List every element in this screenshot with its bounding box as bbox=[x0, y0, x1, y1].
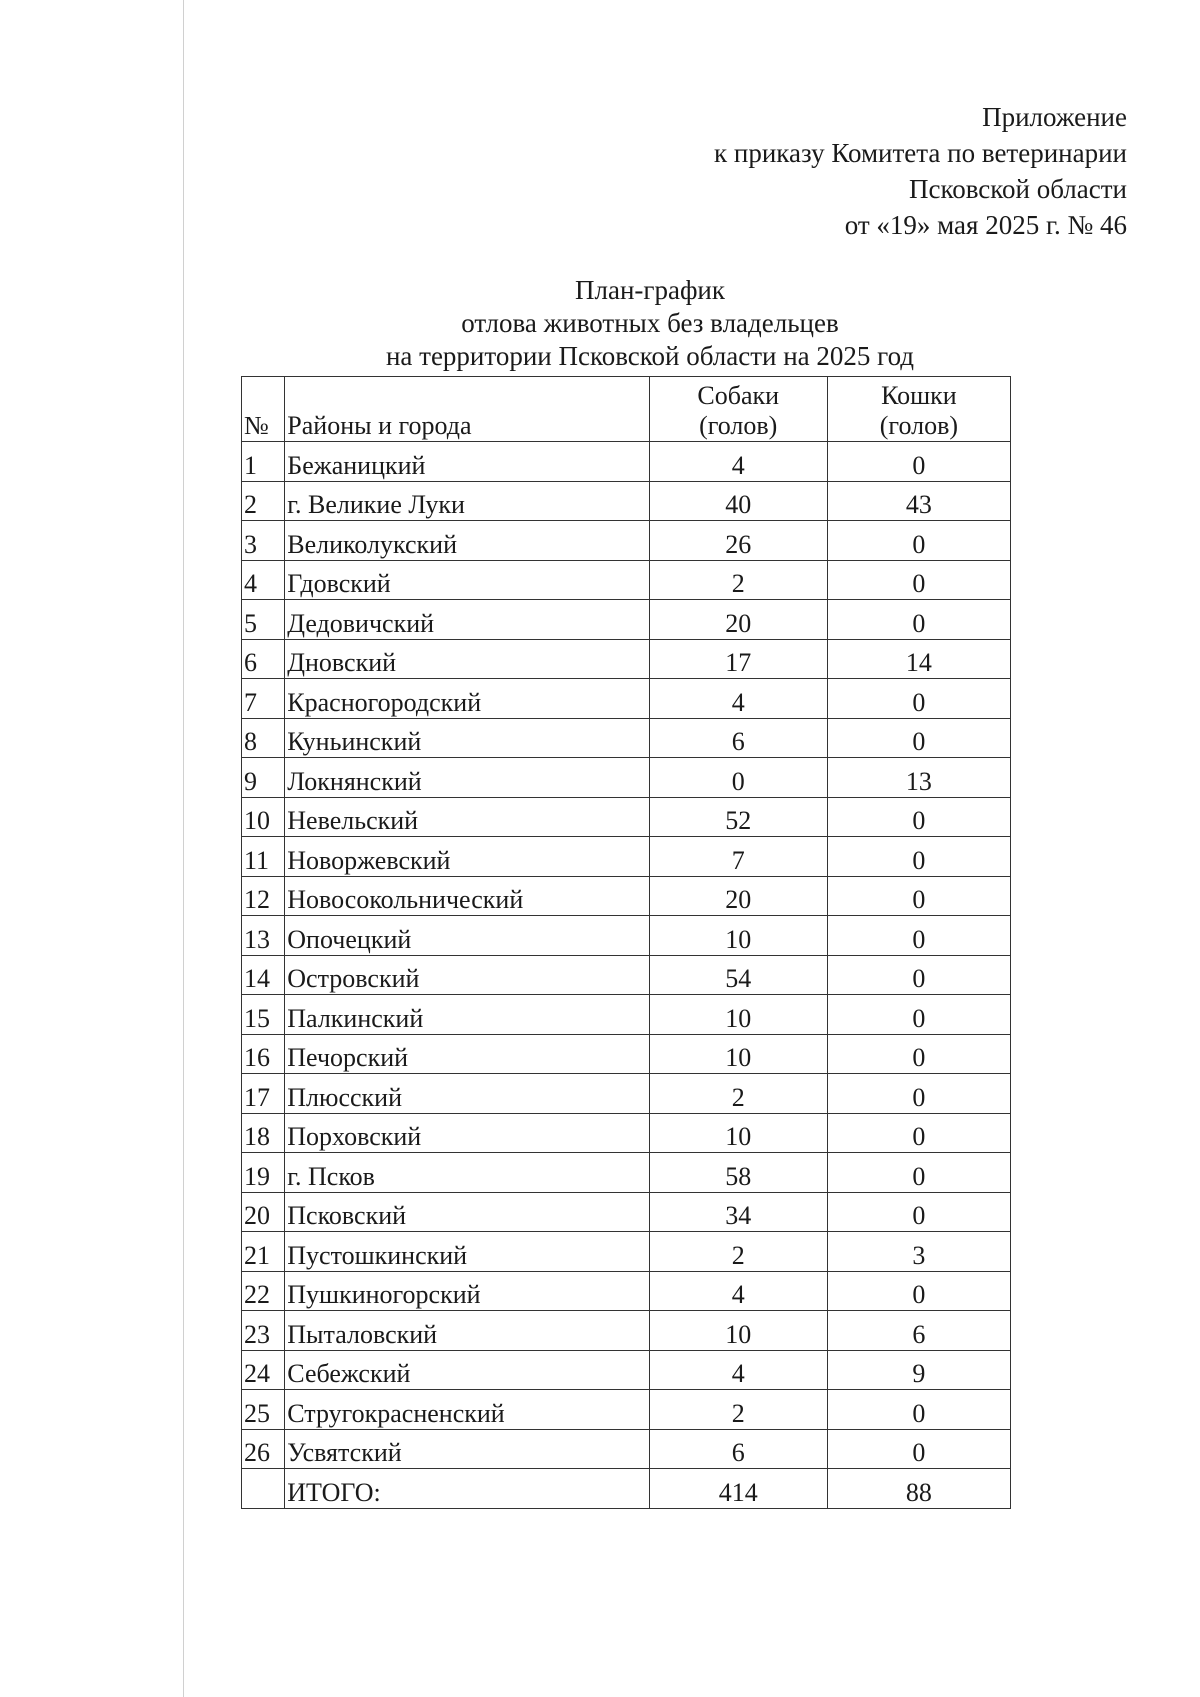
row-cats: 0 bbox=[827, 1429, 1010, 1469]
table-row bbox=[242, 481, 1011, 521]
row-num: 16 bbox=[242, 1034, 285, 1074]
table-row bbox=[242, 1074, 1011, 1114]
row-num: 10 bbox=[242, 797, 285, 837]
row-cats: 14 bbox=[827, 639, 1010, 679]
row-cats: 0 bbox=[827, 995, 1010, 1035]
row-cats: 0 bbox=[827, 1113, 1010, 1153]
row-num: 18 bbox=[242, 1113, 285, 1153]
row-name: Бежаницкий bbox=[285, 442, 649, 482]
table-row bbox=[242, 1232, 1011, 1272]
row-cats: 3 bbox=[827, 1232, 1010, 1272]
table-row bbox=[242, 1034, 1011, 1074]
row-name: Усвятский bbox=[285, 1429, 649, 1469]
plan-table bbox=[241, 376, 1011, 1509]
table-row bbox=[242, 995, 1011, 1035]
row-cats: 0 bbox=[827, 797, 1010, 837]
row-name: Псковский bbox=[285, 1192, 649, 1232]
row-dogs: 2 bbox=[649, 560, 827, 600]
row-num: 11 bbox=[242, 837, 285, 877]
row-cats: 6 bbox=[827, 1311, 1010, 1351]
row-cats: 0 bbox=[827, 916, 1010, 956]
table-row bbox=[242, 1113, 1011, 1153]
row-dogs: 20 bbox=[649, 600, 827, 640]
row-dogs: 4 bbox=[649, 442, 827, 482]
row-dogs: 10 bbox=[649, 1311, 827, 1351]
row-num: 19 bbox=[242, 1153, 285, 1193]
row-cats: 0 bbox=[827, 521, 1010, 561]
table-row bbox=[242, 521, 1011, 561]
row-cats: 0 bbox=[827, 1074, 1010, 1114]
row-cats: 0 bbox=[827, 560, 1010, 600]
row-dogs: 10 bbox=[649, 916, 827, 956]
title-line-1: План-график bbox=[574, 275, 726, 305]
row-dogs: 4 bbox=[649, 679, 827, 719]
row-dogs: 2 bbox=[649, 1390, 827, 1430]
row-num: 13 bbox=[242, 916, 285, 956]
row-name: Великолукский bbox=[285, 521, 649, 561]
table-body bbox=[242, 442, 1011, 1509]
row-num: 6 bbox=[242, 639, 285, 679]
appendix-line-2: к приказу Комитета по ветеринарии bbox=[714, 138, 1127, 168]
row-cats: 0 bbox=[827, 1153, 1010, 1193]
row-dogs: 20 bbox=[649, 876, 827, 916]
table-row bbox=[242, 679, 1011, 719]
table-row bbox=[242, 718, 1011, 758]
row-name: Пушкиногорский bbox=[285, 1271, 649, 1311]
row-cats: 0 bbox=[827, 1390, 1010, 1430]
row-num: 2 bbox=[242, 481, 285, 521]
row-dogs: 52 bbox=[649, 797, 827, 837]
row-cats: 0 bbox=[827, 442, 1010, 482]
row-dogs: 2 bbox=[649, 1074, 827, 1114]
row-name: Невельский bbox=[285, 797, 649, 837]
table-row bbox=[242, 639, 1011, 679]
row-cats: 13 bbox=[827, 758, 1010, 798]
row-name: Новоржевский bbox=[285, 837, 649, 877]
row-dogs: 10 bbox=[649, 995, 827, 1035]
row-dogs: 7 bbox=[649, 837, 827, 877]
header-cats bbox=[827, 377, 1010, 442]
row-num: 24 bbox=[242, 1350, 285, 1390]
row-name: Пустошкинский bbox=[285, 1232, 649, 1272]
row-cats: 0 bbox=[827, 1271, 1010, 1311]
table-row bbox=[242, 837, 1011, 877]
row-cats: 0 bbox=[827, 955, 1010, 995]
row-num: 1 bbox=[242, 442, 285, 482]
row-num: 23 bbox=[242, 1311, 285, 1351]
header-num: № bbox=[242, 377, 285, 442]
header-dogs-line-2: (голов) bbox=[699, 411, 778, 440]
table-row bbox=[242, 442, 1011, 482]
row-dogs: 10 bbox=[649, 1113, 827, 1153]
row-cats: 0 bbox=[827, 837, 1010, 877]
binding-margin-line bbox=[183, 0, 184, 1697]
appendix-block bbox=[714, 99, 1127, 243]
row-dogs: 54 bbox=[649, 955, 827, 995]
row-cats: 0 bbox=[827, 718, 1010, 758]
row-num: 22 bbox=[242, 1271, 285, 1311]
table-header-row bbox=[242, 377, 1011, 442]
row-num: 25 bbox=[242, 1390, 285, 1430]
row-name: Локнянский bbox=[285, 758, 649, 798]
appendix-line-3: Псковской области bbox=[908, 174, 1127, 204]
row-name: Печорский bbox=[285, 1034, 649, 1074]
header-cats-line-2: (голов) bbox=[879, 411, 959, 440]
row-name: г. Великие Луки bbox=[285, 481, 649, 521]
row-dogs: 2 bbox=[649, 1232, 827, 1272]
row-dogs: 4 bbox=[649, 1350, 827, 1390]
table-row bbox=[242, 600, 1011, 640]
table-row bbox=[242, 1271, 1011, 1311]
row-num: 3 bbox=[242, 521, 285, 561]
row-name: Дновский bbox=[285, 639, 649, 679]
table-row bbox=[242, 797, 1011, 837]
row-name: Стругокрасненский bbox=[285, 1390, 649, 1430]
total-cats: 88 bbox=[827, 1469, 1010, 1509]
row-dogs: 0 bbox=[649, 758, 827, 798]
row-cats: 0 bbox=[827, 1034, 1010, 1074]
row-num: 8 bbox=[242, 718, 285, 758]
row-dogs: 4 bbox=[649, 1271, 827, 1311]
row-num: 20 bbox=[242, 1192, 285, 1232]
row-name: Палкинский bbox=[285, 995, 649, 1035]
row-name: Дедовичский bbox=[285, 600, 649, 640]
table-total-row bbox=[242, 1469, 1011, 1509]
row-num: 5 bbox=[242, 600, 285, 640]
row-num: 17 bbox=[242, 1074, 285, 1114]
row-num: 21 bbox=[242, 1232, 285, 1272]
table-row bbox=[242, 955, 1011, 995]
total-label: ИТОГО: bbox=[285, 1469, 649, 1509]
row-cats: 9 bbox=[827, 1350, 1010, 1390]
row-cats: 0 bbox=[827, 876, 1010, 916]
row-dogs: 26 bbox=[649, 521, 827, 561]
row-dogs: 10 bbox=[649, 1034, 827, 1074]
row-num: 12 bbox=[242, 876, 285, 916]
row-dogs: 34 bbox=[649, 1192, 827, 1232]
table-row bbox=[242, 1153, 1011, 1193]
row-name: Плюсский bbox=[285, 1074, 649, 1114]
row-num: 7 bbox=[242, 679, 285, 719]
table-row bbox=[242, 876, 1011, 916]
row-name: Пыталовский bbox=[285, 1311, 649, 1351]
total-dogs: 414 bbox=[649, 1469, 827, 1509]
appendix-line-4: от «19» мая 2025 г. № 46 bbox=[844, 210, 1127, 240]
document-title bbox=[220, 274, 1080, 373]
table-row bbox=[242, 1429, 1011, 1469]
row-name: Красногородский bbox=[285, 679, 649, 719]
row-cats: 0 bbox=[827, 679, 1010, 719]
row-dogs: 58 bbox=[649, 1153, 827, 1193]
row-num: 14 bbox=[242, 955, 285, 995]
row-name: Островский bbox=[285, 955, 649, 995]
table-row bbox=[242, 1390, 1011, 1430]
row-cats: 0 bbox=[827, 1192, 1010, 1232]
row-name: г. Псков bbox=[285, 1153, 649, 1193]
header-cats-line-1: Кошки bbox=[881, 381, 957, 410]
table-row bbox=[242, 1350, 1011, 1390]
row-dogs: 6 bbox=[649, 718, 827, 758]
row-name: Куньинский bbox=[285, 718, 649, 758]
appendix-line-1: Приложение bbox=[982, 102, 1127, 132]
title-line-2: отлова животных без владельцев bbox=[461, 308, 839, 338]
table-row bbox=[242, 916, 1011, 956]
title-line-3: на территории Псковской области на 2025 год bbox=[385, 341, 915, 371]
header-dogs-line-1: Собаки bbox=[697, 381, 780, 410]
row-num: 26 bbox=[242, 1429, 285, 1469]
header-name: Районы и города bbox=[285, 377, 649, 442]
table-row bbox=[242, 1311, 1011, 1351]
table-row bbox=[242, 1192, 1011, 1232]
row-name: Новосокольнический bbox=[285, 876, 649, 916]
row-name: Гдовский bbox=[285, 560, 649, 600]
row-dogs: 40 bbox=[649, 481, 827, 521]
row-name: Опочецкий bbox=[285, 916, 649, 956]
row-num: 15 bbox=[242, 995, 285, 1035]
row-name: Порховский bbox=[285, 1113, 649, 1153]
row-num: 9 bbox=[242, 758, 285, 798]
table-row bbox=[242, 758, 1011, 798]
row-num: 4 bbox=[242, 560, 285, 600]
total-num bbox=[242, 1469, 285, 1509]
row-cats: 43 bbox=[827, 481, 1010, 521]
row-dogs: 6 bbox=[649, 1429, 827, 1469]
header-dogs bbox=[649, 377, 827, 442]
row-cats: 0 bbox=[827, 600, 1010, 640]
row-name: Себежский bbox=[285, 1350, 649, 1390]
table-row bbox=[242, 560, 1011, 600]
row-dogs: 17 bbox=[649, 639, 827, 679]
